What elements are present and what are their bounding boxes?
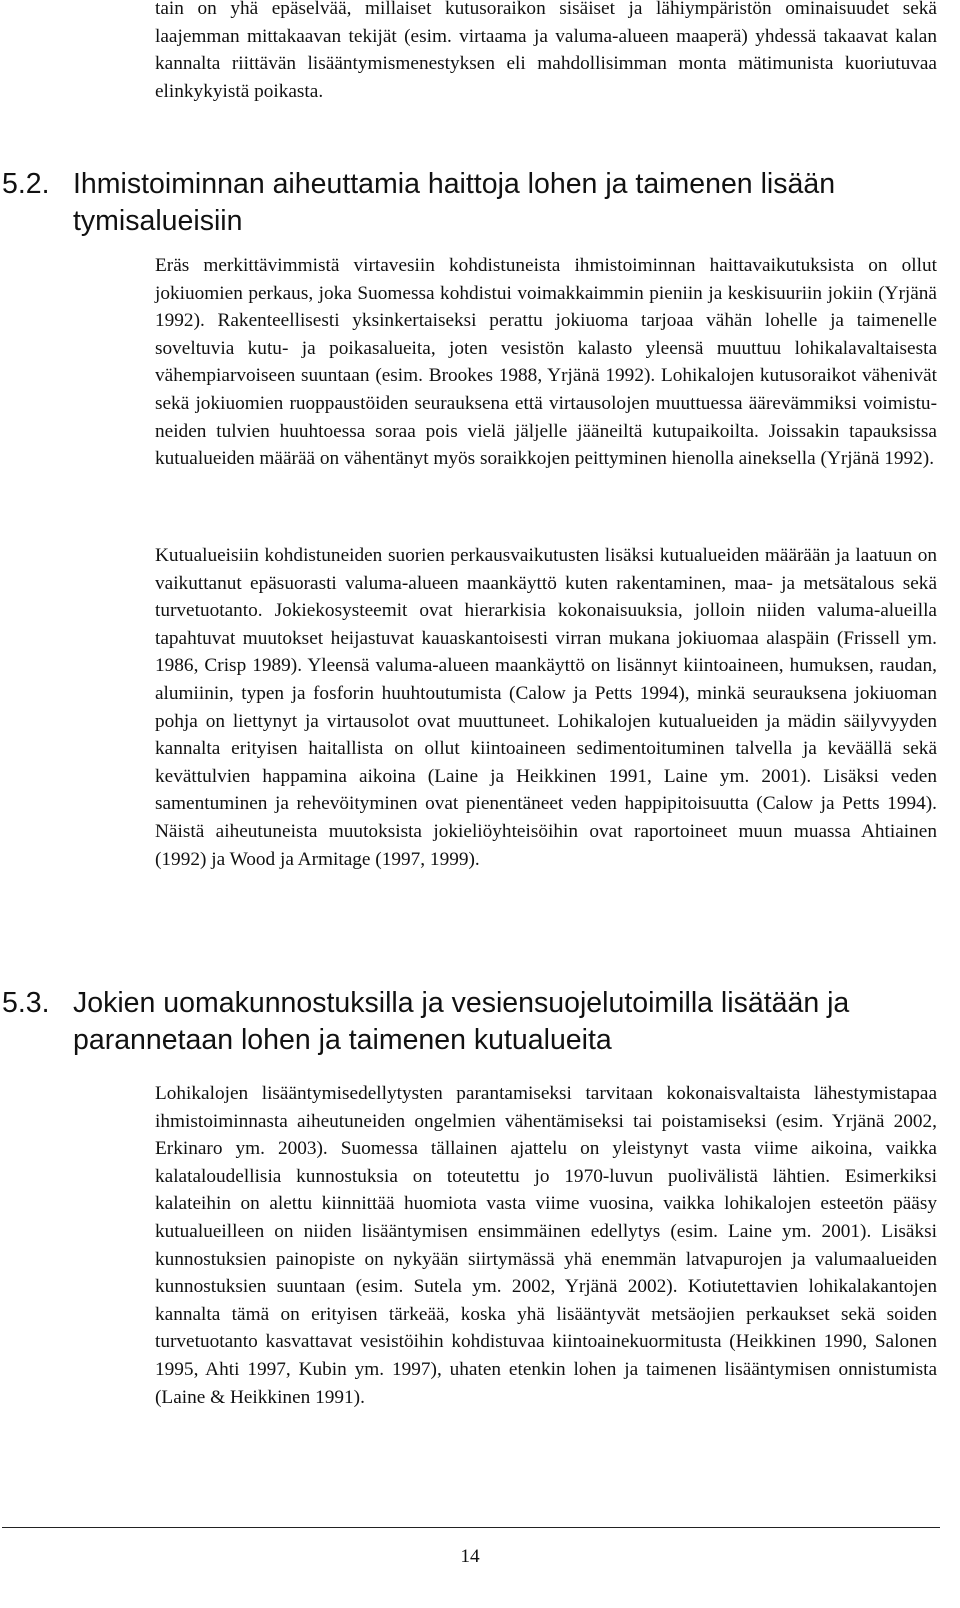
intro-paragraph: tain on yhä epäselvää, millaiset kutusoraikon sisäiset ja lähiympäristön ominaisuudet sekä laajemman mittakaavan tekijät (esim. virtaama ja valuma-alueen maaperä) yhdessä takaavat kalan kannalta riittävän lisääntymismenestyksen eli mahdollisimman monta mätimunista kuoriutuvaa elinkykyistä poikasta. xyxy=(155,0,937,102)
body-paragraph: Eräs merkittävimmistä virtavesiin kohdistuneista ihmistoiminnan haittavaikutuksista on ollut jokiuomien perkaus, joka Suomessa kohdistui voimakkaimmin pieniin ja keskisuuriin jokiin (Yrjänä 1992). Rakenteellisesti yksinkertaiseksi perattu jokiuoma tarjoaa vähän lohelle ja taimenelle soveltuvia kutu- ja poikasalueita, joten vesistön kalasto yleensä muuttuu lohikalavaltaisesta vähempiarvoiseen suuntaan (esim. Brookes 1988, Yrjänä 1992). Lohikalojen kutusoraikot vähenivät sekä jokiuomien ruoppaustöiden seurauksena että virtausolojen muuttuessa äärevämmiksi voimistuneiden tulvien huuhtoessa soraa pois vielä jäljelle jääneiltä kutupaikoilta. Joissakin tapauksissa kutualueiden määrää on vähentänyt myös soraikkojen peittyminen hienolla aineksella (Yrjänä 1992). xyxy=(155,255,937,470)
body-paragraph: Kutualueisiin kohdistuneiden suorien perkausvaikutusten lisäksi kutualueiden määrään ja laatuun on vaikuttanut epäsuorasti valuma-alueen maankäyttö kuten rakentaminen, maa- ja metsätalous sekä turvetuotanto. Jokiekosysteemit ovat hierarkisia kokonaisuuksia, jolloin niiden valuma-alueilla tapahtuvat muutokset heijastuvat kauaskantoisesti virran mukana jokiuomaa alaspäin (Frissell ym. 1986, Crisp 1989). Yleensä valuma-alueen maankäyttö on lisännyt kiintoaineen, humuksen, raudan, alumiinin, typen ja fosforin huuhtoutumista (Calow ja Petts 1994), minkä seurauksena jokiuoman pohja on liettynyt ja virtausolot ovat muuttuneet. Lohikalojen kutualueiden ja mädin säilyvyyden kannalta erityisen haitallista on ollut kiintoaineen sedimentoituminen talvella ja keväällä sekä kevättulvien happamina aikoina (Laine ja Heikkinen 1991, Laine ym. 2001). Lisäksi veden samentuminen ja rehevöityminen ovat pienentäneet veden happipitoisuutta (Calow ja Petts 1994). Näistä aiheutuneista muutoksista jokieliöyhteisöihin ovat raportoineet muun muassa Ahtiainen (1992) ja Wood ja Armitage (1997, 1999). xyxy=(155,545,937,870)
section-title-line-2: tymisalueisiin xyxy=(73,205,243,237)
page-number: 14 xyxy=(460,1546,480,1567)
section-title-line-1: Jokien uomakunnostuksilla ja vesiensuojelutoimilla lisätään ja xyxy=(73,987,850,1019)
section-title-line-1: Ihmistoiminnan aiheuttamia haittoja lohen ja taimenen lisään xyxy=(73,168,836,200)
section-heading-5-3 xyxy=(2,985,942,1059)
section-number: 5.2. xyxy=(2,168,50,200)
section-heading-5-2 xyxy=(2,166,942,240)
footer-divider xyxy=(2,1527,940,1528)
section-number: 5.3. xyxy=(2,987,50,1019)
section-title-line-2: parannetaan lohen ja taimenen kutualueita xyxy=(73,1024,612,1056)
body-paragraph: Lohikalojen lisääntymisedellytysten parantamiseksi tarvitaan kokonaisvaltaista lähestymistapaa ihmistoiminnasta aiheutuneiden ongelmien vähentämiseksi tai poistamiseksi (esim. Yrjänä 2002, Erkinaro ym. 2003). Suomessa tällainen ajattelu on yleistynyt vasta viime aikoina, vaikka kalataloudellisia kunnostuksia on toteutettu jo 1970-luvun puolivälistä lähtien. Esimerkiksi kalateihin on alettu kiinnittää huomiota vasta viime vuosina, vaikka lohikalojen esteetön pääsy kutualueilleen on niiden lisääntymisen ensimmäinen edellytys (esim. Laine ym. 2001). Lisäksi kunnostuksien painopiste on nykyään siirtymässä yhä enemmän latvapurojen ja valumaalueiden kunnostuksien suuntaan (esim. Sutela ym. 2002, Yrjänä 2002). Kotiutettavien lohikalakantojen kannalta tämä on erityisen tärkeää, koska yhä lisääntyvät metsäojien perkaukset sekä soiden turvetuotanto kasvattavat vesistöihin kohdistuvaa kiintoainekuormitusta (Heikkinen 1990, Salonen 1995, Ahti 1997, Kubin ym. 1997), uhaten etenkin lohen ja taimenen lisääntymisen onnistumista (Laine & Heikkinen 1991). xyxy=(155,1083,937,1408)
